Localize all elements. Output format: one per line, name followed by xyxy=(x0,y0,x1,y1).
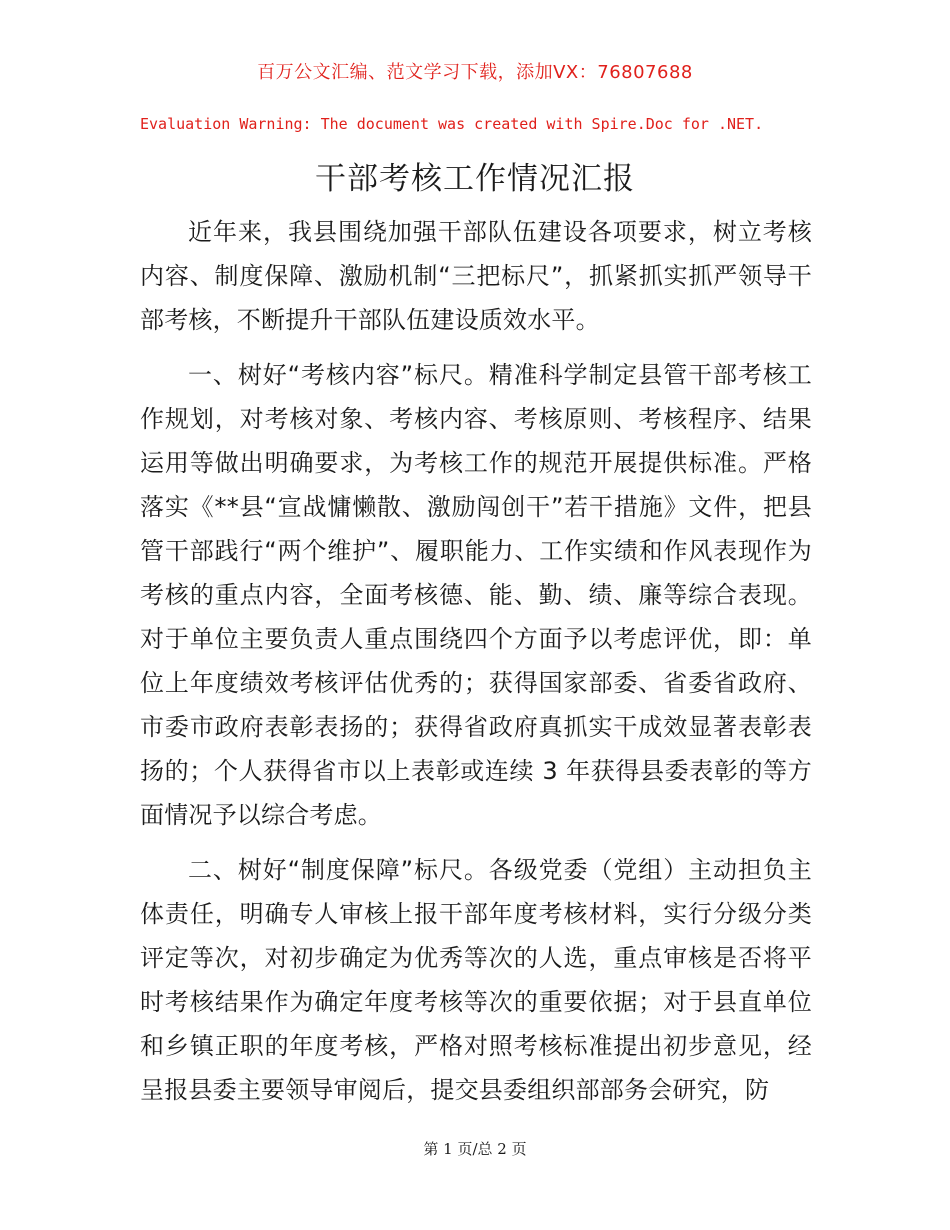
paragraph-intro: 近年来，我县围绕加强干部队伍建设各项要求，树立考核内容、制度保障、激励机制“三把标尺”，抓紧抓实抓严领导干部考核，不断提升干部队伍建设质效水平。 xyxy=(140,218,812,334)
page-footer: 第 1 页/总 2 页 xyxy=(423,1140,527,1158)
header-banner: 百万公文汇编、范文学习下载，添加VX：76807688 xyxy=(257,62,693,83)
evaluation-warning: Evaluation Warning: The document was created with Spire.Doc for .NET. xyxy=(140,115,764,133)
document-body xyxy=(140,210,812,1123)
paragraph-section-1: 一、树好“考核内容”标尺。精准科学制定县管干部考核工作规划，对考核对象、考核内容、考核原则、考核程序、结果运用等做出明确要求，为考核工作的规范开展提供标准。严格落实《**县“宣战慵懒散、激励闯创干”若干措施》文件，把县管干部践行“两个维护”、履职能力、工作实绩和作风表现作为考核的重点内容，全面考核德、能、勤、绩、廉等综合表现。对于单位主要负责人重点围绕四个方面予以考虑评优，即：单位上年度绩效考核评估优秀的；获得国家部委、省委省政府、市委市政府表彰表扬的；获得省政府真抓实干成效显著表彰表扬的；个人获得省市以上表彰或连续 3 年获得县委表彰的等方面情况予以综合考虑。 xyxy=(140,361,812,829)
document-title: 干部考核工作情况汇报 xyxy=(315,161,635,197)
paragraph-section-2: 二、树好“制度保障”标尺。各级党委（党组）主动担负主体责任，明确专人审核上报干部年度考核材料，实行分级分类评定等次，对初步确定为优秀等次的人选，重点审核是否将平时考核结果作为确定年度考核等次的重要依据；对于县直单位和乡镇正职的年度考核，严格对照考核标准提出初步意见，经呈报县委主要领导审阅后，提交县委组织部部务会研究，防 xyxy=(140,856,812,1104)
